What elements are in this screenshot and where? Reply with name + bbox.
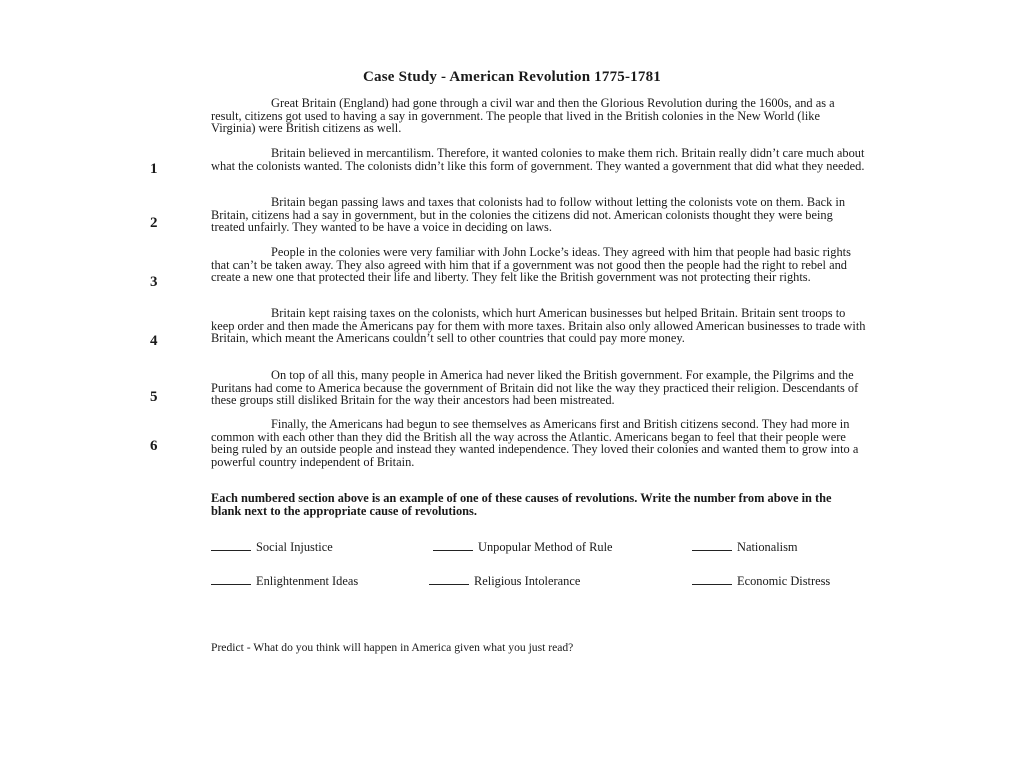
cause-label: Religious Intolerance (474, 574, 581, 588)
section-number-4: 4 (150, 333, 158, 349)
section-5 (211, 369, 867, 407)
section-1 (211, 147, 867, 172)
cause-label: Nationalism (737, 540, 798, 554)
cause-item (692, 540, 798, 555)
section-5-text: On top of all this, many people in America had never liked the British government. For example, the Pilgrims and the Puritans had come to America because the government of Britain did not like the way they practiced their religion. Descendants of these groups still disliked Britain for the way their ancestors had been mistreated. (211, 368, 859, 408)
page-title: Case Study - American Revolution 1775-1781 (363, 69, 661, 85)
section-number-3: 3 (150, 274, 158, 290)
answer-blank[interactable] (692, 549, 732, 551)
section-2-text: Britain began passing laws and taxes that colonists had to follow without letting the colonists vote on them. Back in Britain, citizens had a say in government, but in the colonies the citizens did not. American colonists thought they were being treated unfairly. They wanted to be have a voice in deciding on laws. (211, 195, 846, 235)
intro-text: Great Britain (England) had gone through a civil war and then the Glorious Revolution during the 1600s, and as a result, citizens got used to having a say in government. The people that lived in the British colonies in the New World (like Virginia) were British citizens as well. (211, 96, 835, 136)
section-6-text: Finally, the Americans had begun to see themselves as Americans first and British citizens second. They had more in common with each other than they did the British all the way across the Atlantic. Americans began to feel that their people were being ruled by an outside people and instead they wanted independence. They loved their colonies and wanted them to grow into a powerful country independent of Britain. (211, 417, 859, 469)
section-2 (211, 196, 867, 234)
cause-item (429, 574, 580, 589)
section-number-6: 6 (150, 438, 158, 454)
cause-label: Social Injustice (256, 540, 333, 554)
answer-blank[interactable] (211, 583, 251, 585)
answer-blank[interactable] (692, 583, 732, 585)
instructions: Each numbered section above is an example of one of these causes of revolutions. Write the number from above in the blank next to the appropriate cause of revolutions. (211, 491, 832, 518)
intro-paragraph (211, 97, 867, 135)
cause-item (433, 540, 613, 555)
cause-label: Economic Distress (737, 574, 831, 588)
answer-blank[interactable] (429, 583, 469, 585)
section-number-5: 5 (150, 389, 158, 405)
section-3 (211, 246, 867, 284)
section-6 (211, 418, 867, 468)
section-4 (211, 307, 867, 345)
answer-blank[interactable] (433, 549, 473, 551)
cause-item (211, 574, 358, 589)
cause-label: Enlightenment Ideas (256, 574, 359, 588)
section-number-2: 2 (150, 215, 158, 231)
section-1-text: Britain believed in mercantilism. Therefore, it wanted colonies to make them rich. Britain really didn’t care much about what the colonists wanted. The colonists didn’t like this form of government. They wanted a government that did what they needed. (211, 146, 865, 173)
cause-item (692, 574, 830, 589)
cause-label: Unpopular Method of Rule (478, 540, 613, 554)
section-3-text: People in the colonies were very familiar with John Locke’s ideas. They agreed with him that people had basic rights that can’t be taken away. They also agreed with him that if a government was not good then the people had the right to rebel and create a new one that protected their life and liberty. They felt like the British government was not protecting their rights. (211, 245, 851, 285)
predict-question: Predict - What do you think will happen in America given what you just read? (211, 641, 574, 654)
section-number-1: 1 (150, 161, 158, 177)
section-4-text: Britain kept raising taxes on the colonists, which hurt American businesses but helped Britain. Britain sent troops to keep order and then made the Americans pay for them with more taxes. Britain also only allowed American businesses to trade with Britain, which meant the Americans couldn’t sell to other countries that could pay more money. (211, 306, 866, 346)
answer-blank[interactable] (211, 549, 251, 551)
cause-item (211, 540, 333, 555)
